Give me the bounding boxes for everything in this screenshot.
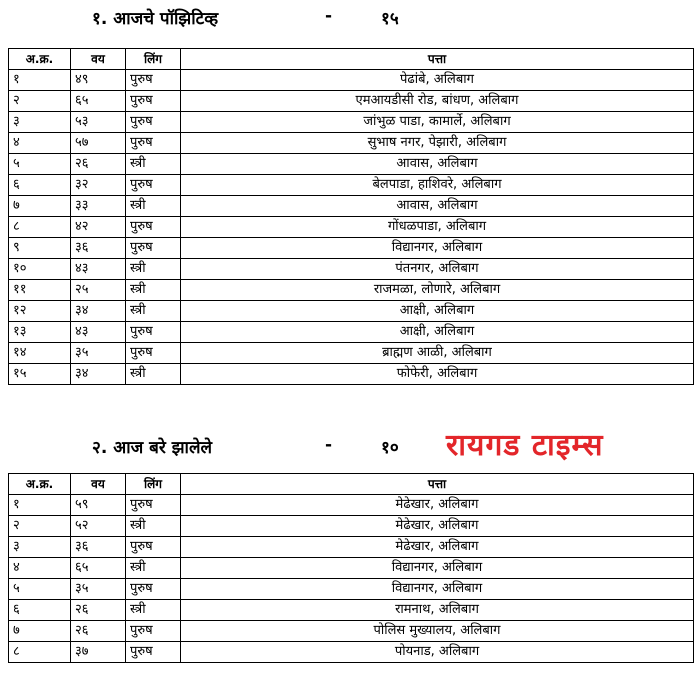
address-cell: आक्षी, अलिबाग (181, 301, 694, 322)
age-cell: ४९ (71, 70, 126, 91)
age-cell: २६ (71, 621, 126, 642)
age-cell: ६५ (71, 558, 126, 579)
gender-cell: पुरुष (126, 322, 181, 343)
age-cell: ३५ (71, 343, 126, 364)
address-cell: ब्राह्मण आळी, अलिबाग (181, 343, 694, 364)
serial-cell: १४ (9, 343, 71, 364)
serial-cell: ४ (9, 133, 71, 154)
table-row (9, 259, 694, 280)
gender-cell: पुरुष (126, 175, 181, 196)
address-cell: विद्यानगर, अलिबाग (181, 558, 694, 579)
gender-cell: स्त्री (126, 154, 181, 175)
gender-cell: स्त्री (126, 558, 181, 579)
age-cell: ५७ (71, 133, 126, 154)
address-cell: आवास, अलिबाग (181, 196, 694, 217)
age-cell: ३६ (71, 537, 126, 558)
section-2-count: १० (381, 438, 399, 458)
section-1-heading (0, 6, 700, 36)
header-gender: लिंग (126, 474, 181, 495)
address-cell: गोंधळपाडा, अलिबाग (181, 217, 694, 238)
header-gender: लिंग (126, 49, 181, 70)
serial-cell: १ (9, 495, 71, 516)
gender-cell: पुरुष (126, 621, 181, 642)
age-cell: ४३ (71, 322, 126, 343)
brand-logo: रायगड टाइम्स (446, 428, 604, 463)
address-cell: मेढेखार, अलिबाग (181, 516, 694, 537)
address-cell: आवास, अलिबाग (181, 154, 694, 175)
age-cell: ६५ (71, 91, 126, 112)
gender-cell: पुरुष (126, 642, 181, 663)
header-address: पत्ता (181, 474, 694, 495)
table-row (9, 175, 694, 196)
section-1-count: १५ (381, 9, 399, 29)
gender-cell: पुरुष (126, 133, 181, 154)
table-row (9, 364, 694, 385)
serial-cell: ५ (9, 154, 71, 175)
table-row (9, 196, 694, 217)
serial-cell: १३ (9, 322, 71, 343)
serial-cell: ३ (9, 112, 71, 133)
gender-cell: पुरुष (126, 537, 181, 558)
table-header-row (9, 474, 694, 495)
address-cell: पोयनाड, अलिबाग (181, 642, 694, 663)
header-serial: अ.क्र. (9, 49, 71, 70)
serial-cell: ७ (9, 196, 71, 217)
gender-cell: स्त्री (126, 196, 181, 217)
gender-cell: पुरुष (126, 343, 181, 364)
table-row (9, 537, 694, 558)
table-row (9, 280, 694, 301)
table-row (9, 112, 694, 133)
gender-cell: स्त्री (126, 364, 181, 385)
serial-cell: १ (9, 70, 71, 91)
serial-cell: १२ (9, 301, 71, 322)
age-cell: २६ (71, 600, 126, 621)
address-cell: पेढांबे, अलिबाग (181, 70, 694, 91)
gender-cell: पुरुष (126, 579, 181, 600)
serial-cell: ७ (9, 621, 71, 642)
address-cell: विद्यानगर, अलिबाग (181, 579, 694, 600)
header-address: पत्ता (181, 49, 694, 70)
serial-cell: ५ (9, 579, 71, 600)
gender-cell: पुरुष (126, 495, 181, 516)
address-cell: आक्षी, अलिबाग (181, 322, 694, 343)
header-serial: अ.क्र. (9, 474, 71, 495)
serial-cell: ८ (9, 217, 71, 238)
positive-cases-table (8, 48, 694, 385)
address-cell: पंतनगर, अलिबाग (181, 259, 694, 280)
table-row (9, 558, 694, 579)
serial-cell: २ (9, 516, 71, 537)
address-cell: रामनाथ, अलिबाग (181, 600, 694, 621)
serial-cell: १० (9, 259, 71, 280)
gender-cell: पुरुष (126, 238, 181, 259)
recovered-cases-table (8, 473, 694, 663)
table-row (9, 322, 694, 343)
age-cell: ३४ (71, 301, 126, 322)
header-age: वय (71, 49, 126, 70)
address-cell: फोफेरी, अलिबाग (181, 364, 694, 385)
table-row (9, 217, 694, 238)
serial-cell: ८ (9, 642, 71, 663)
address-cell: सुभाष नगर, पेझारी, अलिबाग (181, 133, 694, 154)
age-cell: ५२ (71, 516, 126, 537)
age-cell: ५३ (71, 112, 126, 133)
age-cell: ४२ (71, 217, 126, 238)
gender-cell: स्त्री (126, 516, 181, 537)
table-row (9, 495, 694, 516)
gender-cell: स्त्री (126, 280, 181, 301)
table-row (9, 621, 694, 642)
age-cell: ४३ (71, 259, 126, 280)
section-2-dash: - (325, 435, 333, 455)
age-cell: ५९ (71, 495, 126, 516)
gender-cell: पुरुष (126, 112, 181, 133)
gender-cell: पुरुष (126, 217, 181, 238)
age-cell: २५ (71, 280, 126, 301)
serial-cell: ९ (9, 238, 71, 259)
age-cell: ३३ (71, 196, 126, 217)
table-row (9, 133, 694, 154)
address-cell: एमआयडीसी रोड, बांधण, अलिबाग (181, 91, 694, 112)
gender-cell: पुरुष (126, 91, 181, 112)
gender-cell: स्त्री (126, 259, 181, 280)
table-row (9, 579, 694, 600)
section-1-title: १. आजचे पॉझिटिव्ह (92, 9, 219, 29)
address-cell: विद्यानगर, अलिबाग (181, 238, 694, 259)
table-row (9, 600, 694, 621)
address-cell: मेढेखार, अलिबाग (181, 537, 694, 558)
age-cell: ३४ (71, 364, 126, 385)
table-row (9, 343, 694, 364)
gender-cell: पुरुष (126, 70, 181, 91)
age-cell: ३६ (71, 238, 126, 259)
age-cell: ३२ (71, 175, 126, 196)
table-row (9, 91, 694, 112)
address-cell: राजमळा, लोणारे, अलिबाग (181, 280, 694, 301)
table-header-row (9, 49, 694, 70)
serial-cell: ३ (9, 537, 71, 558)
gender-cell: स्त्री (126, 600, 181, 621)
address-cell: बेलपाडा, हाशिवरे, अलिबाग (181, 175, 694, 196)
address-cell: मेढेखार, अलिबाग (181, 495, 694, 516)
section-1-dash: - (325, 6, 333, 26)
table-row (9, 642, 694, 663)
section-2-title: २. आज बरे झालेले (92, 438, 213, 458)
serial-cell: १५ (9, 364, 71, 385)
header-age: वय (71, 474, 126, 495)
age-cell: ३५ (71, 579, 126, 600)
table-row (9, 154, 694, 175)
serial-cell: ११ (9, 280, 71, 301)
table-row (9, 70, 694, 91)
serial-cell: ६ (9, 600, 71, 621)
age-cell: २६ (71, 154, 126, 175)
serial-cell: २ (9, 91, 71, 112)
address-cell: जांभुळ पाडा, कामार्ले, अलिबाग (181, 112, 694, 133)
address-cell: पोलिस मुख्यालय, अलिबाग (181, 621, 694, 642)
serial-cell: ४ (9, 558, 71, 579)
table-row (9, 301, 694, 322)
table-row (9, 238, 694, 259)
serial-cell: ६ (9, 175, 71, 196)
table-row (9, 516, 694, 537)
age-cell: ३७ (71, 642, 126, 663)
gender-cell: स्त्री (126, 301, 181, 322)
